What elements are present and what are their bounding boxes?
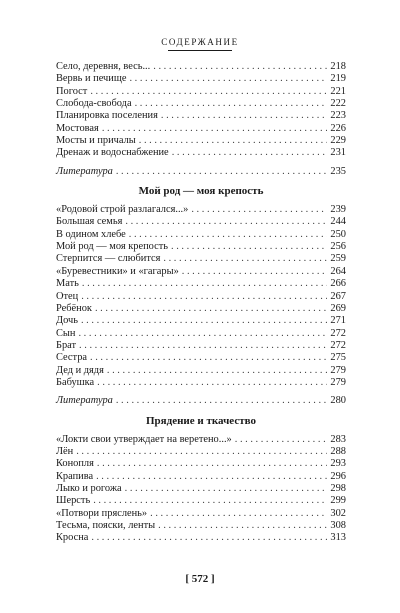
leader-dots — [90, 86, 327, 98]
toc-block-3 — [56, 434, 346, 545]
leader-dots — [81, 315, 327, 327]
leader-dots — [150, 508, 327, 520]
toc-entry[interactable] — [56, 229, 346, 241]
toc-entry-page: 271 — [330, 315, 346, 327]
leader-dots — [97, 458, 328, 470]
toc-entry-page: 229 — [330, 135, 346, 147]
toc-entry[interactable] — [56, 291, 346, 303]
toc-entry-title: Кросна — [56, 532, 89, 544]
leader-dots — [139, 135, 328, 147]
toc-entry-page: 313 — [330, 532, 346, 544]
toc-entry[interactable] — [56, 328, 346, 340]
toc-entry-title: Мать — [56, 278, 79, 290]
toc-entry[interactable] — [56, 532, 346, 544]
toc-entry[interactable] — [56, 446, 346, 458]
toc-entry[interactable] — [56, 135, 346, 147]
toc-entry[interactable] — [56, 123, 346, 135]
toc-entry-title: Вервь и печище — [56, 73, 127, 85]
leader-dots — [76, 446, 327, 458]
toc-entry[interactable] — [56, 61, 346, 73]
toc-entry[interactable] — [56, 278, 346, 290]
leader-dots — [182, 266, 328, 278]
leader-dots — [153, 61, 327, 73]
leader-dots — [158, 520, 327, 532]
toc-entry-page: 298 — [330, 482, 346, 494]
toc-entry[interactable] — [56, 508, 346, 520]
toc-entry-page: 293 — [330, 458, 346, 470]
toc-entry-page: 288 — [330, 445, 346, 457]
toc-entry[interactable] — [56, 204, 346, 216]
toc-entry-page: 221 — [330, 85, 346, 97]
toc-entry-title: Ребёнок — [56, 302, 92, 314]
toc-entry-page: 239 — [330, 204, 346, 216]
toc-entry-title: Шерсть — [56, 495, 91, 507]
toc-entry-title: Тесьма, пояски, ленты — [56, 520, 156, 531]
toc-entry-page: 269 — [330, 302, 346, 314]
toc-entry-page: 299 — [330, 495, 346, 507]
toc-entry-title: Литература — [56, 395, 113, 407]
leader-dots — [102, 123, 328, 135]
toc-entry[interactable] — [56, 495, 346, 507]
toc-entry-page: 308 — [330, 520, 346, 531]
toc-entry-page: 244 — [330, 216, 346, 228]
toc-entry-page: 280 — [330, 395, 346, 407]
toc-entry[interactable] — [56, 458, 346, 470]
toc-entry-page: 272 — [330, 339, 346, 351]
toc-entry[interactable] — [56, 266, 346, 278]
toc-entry[interactable] — [56, 315, 346, 327]
section-title-spinning: Прядение и ткачество — [146, 414, 256, 427]
toc-entry[interactable] — [56, 340, 346, 352]
toc-entry-title: Литература — [56, 165, 113, 177]
leader-dots — [91, 532, 327, 544]
toc-entry-title: Мосты и причалы — [56, 135, 136, 147]
toc-entry-title: Стерпится — слюбится — [56, 253, 161, 265]
table-of-contents — [56, 61, 346, 545]
toc-entry[interactable] — [56, 377, 346, 389]
toc-entry-title: Сын — [56, 327, 76, 339]
toc-entry-title: Лыко и рогожа — [56, 482, 122, 494]
running-header: СОДЕРЖАНИЕ — [161, 37, 239, 47]
toc-entry-title: В одином хлебе — [56, 228, 126, 240]
leader-dots — [107, 365, 328, 377]
leader-dots — [95, 303, 327, 315]
page-number: [ 572 ] — [185, 573, 215, 585]
leader-dots — [161, 110, 328, 122]
leader-dots — [235, 434, 328, 446]
toc-entry[interactable] — [56, 86, 346, 98]
toc-entry-title: Конопля — [56, 458, 94, 470]
leader-dots — [78, 328, 327, 340]
leader-dots — [135, 98, 328, 110]
toc-entry-page: 279 — [330, 364, 346, 376]
leader-dots — [81, 291, 327, 303]
toc-entry-page: 264 — [330, 265, 346, 277]
toc-entry[interactable] — [56, 241, 346, 253]
toc-entry-page: 256 — [330, 241, 346, 253]
toc-entry-page: 218 — [330, 61, 346, 72]
toc-entry[interactable] — [56, 98, 346, 110]
toc-entry-title: Село, деревня, весь... — [56, 61, 151, 72]
toc-entry-title: Крапива — [56, 470, 94, 482]
leader-dots — [163, 253, 327, 265]
toc-entry-title: Дед и дядя — [56, 364, 104, 376]
toc-entry-title: Дренаж и водоснабжение — [56, 147, 169, 159]
toc-entry[interactable] — [56, 147, 346, 159]
toc-entry-page: 267 — [330, 290, 346, 302]
leader-dots — [96, 471, 327, 483]
leader-dots — [125, 483, 328, 495]
toc-entry-title: «Буревестники» и «гагары» — [56, 265, 179, 277]
toc-entry-page: 272 — [330, 327, 346, 339]
leader-dots — [90, 352, 327, 364]
toc-entry-page: 222 — [330, 98, 346, 110]
leader-dots — [97, 377, 327, 389]
toc-entry[interactable] — [56, 73, 346, 85]
section-title-my-rod: Мой род — моя крепость — [138, 185, 264, 198]
leader-dots — [129, 73, 327, 85]
toc-entry-title: Погост — [56, 85, 88, 97]
toc-entry-title: Брат — [56, 339, 77, 351]
leader-dots — [82, 278, 328, 290]
leader-dots — [125, 216, 327, 228]
toc-entry-page: 235 — [330, 165, 346, 177]
toc-entry-title: Большая семья — [56, 216, 123, 228]
toc-entry[interactable] — [56, 303, 346, 315]
toc-block-1 — [56, 61, 346, 160]
leader-dots — [172, 147, 328, 159]
toc-entry-literature[interactable] — [56, 166, 346, 178]
toc-entry-title: Мой род — моя крепость — [56, 241, 169, 253]
header-rule — [168, 50, 232, 51]
toc-entry-page: 250 — [330, 228, 346, 240]
toc-entry-title: Лён — [56, 445, 74, 457]
toc-entry-page: 302 — [330, 507, 346, 519]
leader-dots — [129, 229, 328, 241]
toc-entry-title: Отец — [56, 290, 79, 302]
toc-entry-page: 266 — [330, 278, 346, 290]
toc-entry-title: Сестра — [56, 352, 88, 364]
toc-entry-page: 231 — [330, 147, 346, 159]
toc-entry-page: 226 — [330, 122, 346, 134]
toc-entry[interactable] — [56, 110, 346, 122]
toc-entry-title: Дочь — [56, 315, 78, 327]
toc-entry-literature[interactable] — [56, 395, 346, 407]
toc-entry-page: 223 — [330, 110, 346, 122]
toc-entry-title: Бабушка — [56, 376, 95, 388]
toc-entry[interactable] — [56, 253, 346, 265]
leader-dots — [116, 166, 328, 178]
toc-entry-title: «Локти свои утверждает на веретено...» — [56, 433, 232, 445]
toc-entry-title: Мостовая — [56, 122, 99, 134]
toc-block-2 — [56, 204, 346, 389]
toc-entry-page: 259 — [330, 253, 346, 265]
toc-entry[interactable] — [56, 520, 346, 532]
toc-entry[interactable] — [56, 434, 346, 446]
leader-dots — [79, 340, 327, 352]
toc-entry[interactable] — [56, 365, 346, 377]
toc-entry-title: Планировка поселения — [56, 110, 158, 122]
toc-entry-title: «Потвори пряслень» — [56, 507, 148, 519]
leader-dots — [171, 241, 327, 253]
toc-entry[interactable] — [56, 216, 346, 228]
leader-dots — [191, 204, 327, 216]
toc-entry-page: 275 — [330, 352, 346, 364]
toc-entry-page: 296 — [330, 470, 346, 482]
leader-dots — [93, 495, 327, 507]
toc-entry-title: «Родовой строй разлагался...» — [56, 204, 189, 216]
leader-dots — [116, 395, 328, 407]
toc-entry[interactable] — [56, 471, 346, 483]
toc-entry[interactable] — [56, 483, 346, 495]
toc-entry[interactable] — [56, 352, 346, 364]
toc-entry-page: 219 — [330, 73, 346, 85]
toc-entry-page: 283 — [330, 433, 346, 445]
toc-entry-title: Слобода-свобода — [56, 98, 132, 110]
toc-entry-page: 279 — [330, 376, 346, 388]
